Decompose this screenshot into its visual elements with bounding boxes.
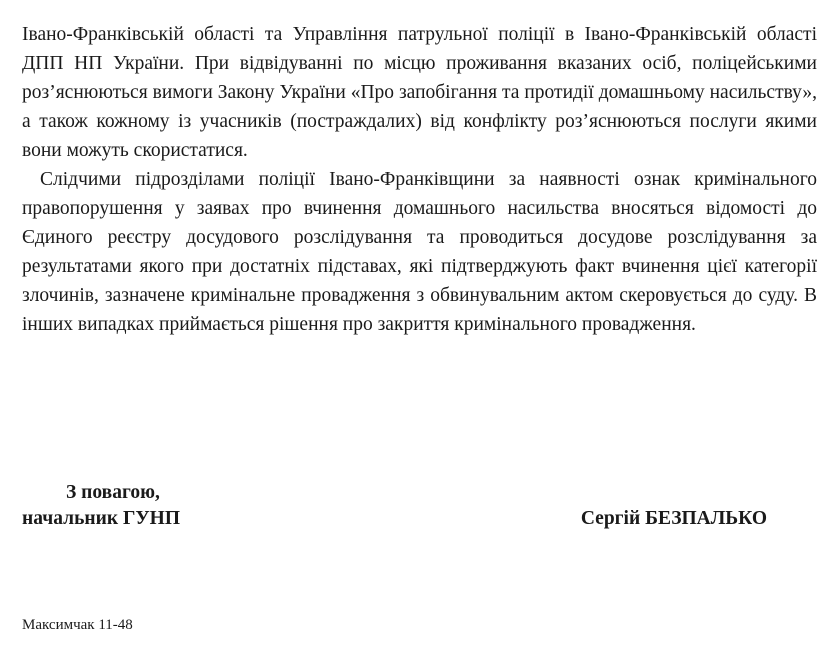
signature-block (22, 480, 817, 532)
signature-position: начальник ГУНП (22, 508, 181, 529)
paragraph-1: Івано-Франківській області та Управління патрульної поліції в Івано-Франківській області ДПП НП України. При відвідуванні по місцю проживання вказаних осіб, поліцейськими роз’яснюються вимоги Закону України «Про запобігання та протидії домашньому насильству», а також кожному із учасників (постраждалих) від конфлікту роз’яснюються послуги якими вони можуть скористатися. (22, 24, 817, 161)
signature-name: Сергій БЕЗПАЛЬКО (580, 508, 767, 529)
signature-greeting: З повагою, (66, 482, 160, 503)
executor-note: Максимчак 11-48 (22, 617, 133, 633)
document-body (22, 20, 817, 339)
paragraph-2: Слідчими підрозділами поліції Івано-Франківщини за наявності ознак кримінального правопорушення у заявах про вчинення домашнього насильства вносяться відомості до Єдиного реєстру досудового розслідування та проводиться досудове розслідування за результатами якого при достатніх підставах, які підтверджують факт вчинення цієї категорії злочинів, зазначене кримінальне провадження з обвинувальним актом скеровується до суду. В інших випадках приймається рішення про закриття кримінального провадження. (22, 169, 817, 335)
signature-row (22, 506, 817, 532)
